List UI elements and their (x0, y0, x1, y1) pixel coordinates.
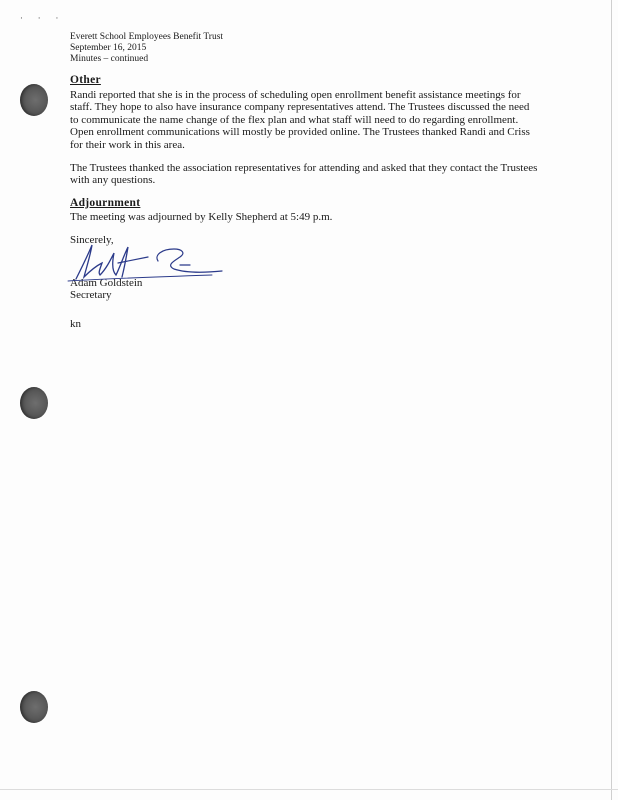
header-org: Everett School Employees Benefit Trust (70, 32, 224, 42)
handwritten-signature (62, 241, 232, 285)
paragraph-other-2: The Trustees thanked the association representatives for attending and asked that they contact the Trustees with any questions. (70, 161, 538, 187)
punch-hole-bottom (20, 691, 48, 723)
typist-initials: kn (70, 317, 81, 330)
signer-name: Adam Goldstein (70, 276, 143, 289)
header-subtitle: Minutes – continued (70, 54, 149, 64)
scan-specks: · · · (20, 14, 65, 24)
paragraph-other-1: Randi reported that she is in the process of scheduling open enrollment benefit assistance meetings for staff. They hope to also have insurance company representatives attend. The Trustees discussed the need to communicate the name change of the flex plan and what staff will need to do regarding enrollment. Open enrollment communications will mostly be provided online. The Trustees thanked Randi and Criss for their work in this area. (70, 88, 530, 151)
section-title-adjournment: Adjournment (70, 196, 141, 209)
salutation: Sincerely, (70, 233, 114, 246)
punch-hole-middle (20, 387, 48, 419)
punch-hole-top (20, 84, 48, 116)
running-header (70, 32, 223, 65)
section-title-other: Other (70, 74, 101, 86)
document-body (70, 74, 538, 330)
page-edge-right (611, 0, 612, 800)
header-date: September 16, 2015 (70, 43, 147, 53)
signer-role: Secretary (70, 289, 112, 302)
page-edge-bottom (0, 789, 618, 790)
paragraph-adjournment: The meeting was adjourned by Kelly Shepherd at 5:49 p.m. (70, 211, 333, 224)
